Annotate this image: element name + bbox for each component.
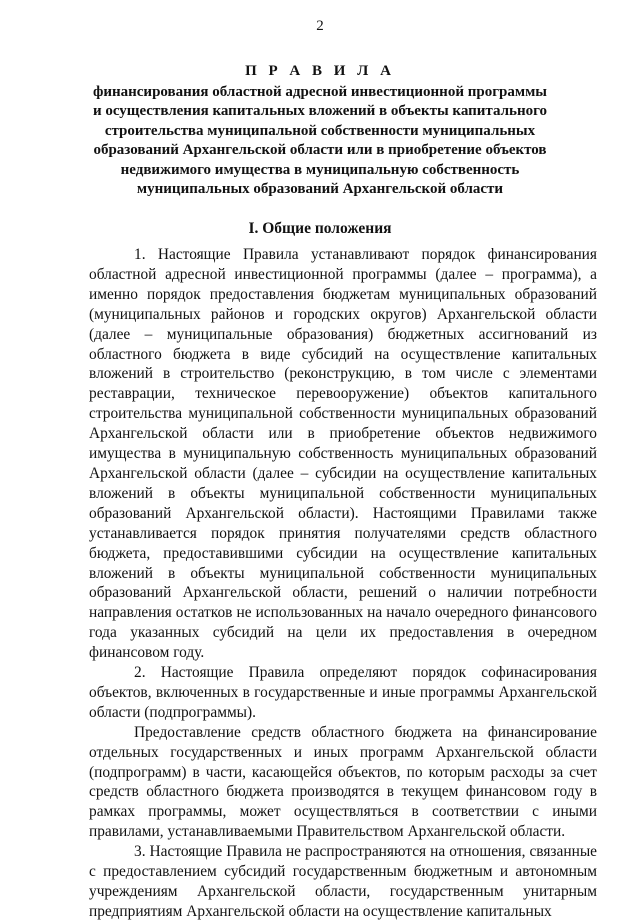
paragraph-2-continued: Предоставление средств областного бюджета на финансирование отдельных государственных и иных программ Архангельской области (подпрограмм) в части, касающейся объектов, по которым расходы за счет средств областного бюджета производятся в текущем финансовом году в рамках программы, может осуществляться в соответствии с иными правилами, устанавливаемыми Правительством Архангельской области. bbox=[89, 723, 597, 841]
section-heading: I. Общие положения bbox=[248, 220, 392, 237]
paragraph-3: 3. Настоящие Правила не распространяются на отношения, связанные с предоставлением субсидий государственным бюджетным и автономным учреждениям Архангельской области, государственным унитарным предприятиям Архангельской области на осуществление капитальных bbox=[89, 843, 597, 920]
title-line: и осуществления капитальных вложений в объекты капитального bbox=[92, 103, 548, 119]
title-word: П Р А В И Л А bbox=[245, 63, 395, 79]
title-line: муниципальных образований Архангельской области bbox=[136, 181, 504, 197]
paragraph-1: 1. Настоящие Правила устанавливают порядок финансирования областной адресной инвестиционной программы (далее – программа), а именно порядок предоставления бюджетам муниципальных образований (муниципальных районов и городских округов) Архангельской области (далее – муниципальные образования) бюджетных ассигнований из областного бюджета в виде субсидий на осуществление капитальных вложений в строительство (реконструкцию, в том числе с элементами реставрации, техническое перевооружение) объектов капитального строительства муниципальной собственности муниципальных образований Архангельской области или в приобретение объектов недвижимого имущества в муниципальную собственность муниципальных образований Архангельской области (далее – субсидии на осуществление капитальных вложений в объекты муниципальной собственности муниципальных образований Архангельской области). Настоящими Правилами также устанавливается порядок принятия получателями средств областного бюджета, предоставившими субсидии на осуществление капитальных вложений в объекты муниципальной собственности муниципальных образований Архангельской области, решений о наличии потребности направления остатков не использованных на начало очередного финансового года указанных субсидий на цели их предоставления в очередном финансовом году. bbox=[89, 246, 597, 662]
paragraph-2: 2. Настоящие Правила определяют порядок софинасирования объектов, включенных в государственные и иные программы Архангельской области (подпрограммы). bbox=[89, 664, 597, 721]
title-line: образований Архангельской области или в приобретение объектов bbox=[93, 142, 547, 158]
title-line: строительства муниципальной собственности муниципальных bbox=[104, 122, 536, 139]
document-title bbox=[40, 62, 600, 200]
title-line: финансирования областной адресной инвестиционной программы bbox=[92, 83, 548, 100]
title-line: недвижимого имущества в муниципальную собственность bbox=[120, 161, 520, 178]
body-text bbox=[89, 245, 597, 922]
page-number: 2 bbox=[316, 18, 324, 34]
